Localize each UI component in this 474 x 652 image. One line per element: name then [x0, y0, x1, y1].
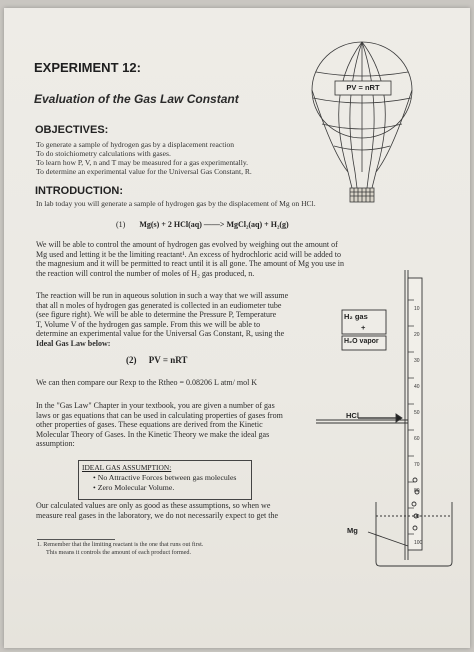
footnote-line: 1. Remember that the limiting reactant is the one that runs out first. — [37, 541, 204, 548]
paragraph-line: Ideal Gas Law below: — [36, 338, 111, 348]
hot-air-balloon-illustration — [302, 32, 422, 207]
experiment-title: EXPERIMENT 12: — [34, 60, 141, 75]
objective-item: To determine an experimental value for the Universal Gas Constant, R. — [36, 167, 252, 176]
paragraph-kinetic-theory — [36, 401, 336, 449]
hcl-label: HCl — [346, 411, 359, 420]
scale-tick-label: 30 — [414, 358, 420, 364]
paragraph-line: Mg used and letting it be the limiting reactant¹. An excess of hydrochloric acid will be added to — [36, 249, 341, 259]
footnote-divider — [37, 539, 115, 540]
paragraph-line: that all n moles of hydrogen gas generated is collected in an eudiometer tube — [36, 300, 282, 310]
scale-tick-label: 20 — [414, 332, 420, 338]
objective-item: To learn how P, V, n and T may be measured for a gas experimentally. — [36, 158, 249, 167]
paragraph-line: The reaction will be run in aqueous solution in such a way that we will assume — [36, 291, 289, 300]
compare-constant-line: We can then compare our Rexp to the Rtheo = 0.08206 L atm/ mol K — [36, 378, 258, 387]
objectives-heading: OBJECTIVES: — [35, 124, 109, 136]
objective-item: To generate a sample of hydrogen gas by a displacement reaction — [36, 140, 235, 149]
assumption-item: • No Attractive Forces between gas molecules — [93, 473, 237, 482]
scale-tick-label: 60 — [414, 436, 420, 442]
equation-number: (1) — [116, 220, 126, 229]
eudiometer-apparatus-illustration — [316, 270, 466, 570]
paragraph-line: assumption: — [36, 439, 75, 449]
paragraph-line: measure real gases in the laboratory, we do not necessarily expect to get the — [36, 510, 279, 520]
introduction-text: In lab today you will generate a sample of hydrogen gas by the displacement of Mg on HCl. — [36, 199, 316, 208]
scale-tick-label: 90 — [414, 514, 420, 520]
hydrogen-gas-label: H₂ gas — [344, 312, 368, 321]
introduction-heading: INTRODUCTION: — [35, 185, 123, 197]
ideal-gas-law-equation — [126, 355, 187, 365]
assumption-item: • Zero Molecular Volume. — [93, 483, 175, 492]
lab-handout-page — [4, 8, 470, 648]
water-vapor-label: H₂O vapor — [344, 338, 379, 345]
paragraph-line: In the "Gas Law" Chapter in your textbook, you are given a number of gas — [36, 401, 275, 410]
paragraph-line: determine an experimental value for the Universal Gas Constant, R, using the — [36, 329, 285, 339]
scale-tick-label: 10 — [414, 306, 420, 312]
paragraph-line: T, Volume V of the hydrogen gas sample. From this we will be able to — [36, 319, 261, 329]
assumption-heading: IDEAL GAS ASSUMPTION: — [82, 463, 172, 472]
paragraph-line: the reaction will control the number of moles of H₂ gas produced, n. — [36, 268, 255, 278]
reaction-equation — [116, 220, 289, 229]
balloon-label: PV = nRT — [346, 83, 380, 92]
paragraph-real-gases — [36, 501, 336, 520]
paragraph-line: Molecular Theory of Gases. In the Kinetic Theory we make the ideal gas — [36, 429, 270, 439]
equation-text: PV = nRT — [148, 355, 188, 365]
scale-tick-label: 100 — [414, 540, 423, 546]
paragraph-line: (see figure right). We will be able to determine the Pressure P, Temperature — [36, 310, 277, 320]
scale-tick-label: 40 — [414, 384, 420, 390]
paragraph-line: laws or gas equations that can be used in calculating properties of gases from — [36, 410, 283, 420]
experiment-subtitle: Evaluation of the Gas Law Constant — [34, 92, 239, 106]
paragraph-line: Our calculated values are only as good as these assumptions, so when we — [36, 501, 271, 510]
objective-item: To do stoichiometry calculations with gases. — [36, 149, 171, 158]
paragraph-line: We will be able to control the amount of hydrogen gas evolved by weighing out the amount of — [36, 240, 338, 249]
ideal-gas-assumption-box — [78, 460, 252, 500]
magnesium-label: Mg — [347, 526, 358, 535]
paragraph-eudiometer — [36, 291, 336, 349]
paragraph-line: the magnesium and it will be permitted to react until it is all gone. The amount of Mg you use in — [36, 259, 345, 269]
plus-label: + — [361, 323, 366, 332]
footnote-line: This means it controls the amount of each product formed. — [46, 549, 192, 556]
equation-text: Mg(s) + 2 HCl(aq) ——> MgCl₂(aq) + H₂(g) — [139, 220, 289, 229]
tube-scale — [414, 296, 424, 556]
scale-tick-label: 70 — [414, 462, 420, 468]
scale-tick-label: 80 — [414, 488, 420, 494]
objectives-list — [36, 140, 252, 176]
scale-tick-label: 50 — [414, 410, 420, 416]
equation-number: (2) — [126, 355, 137, 365]
paragraph-line: other properties of gases. These equations are derived from the Kinetic — [36, 420, 263, 430]
footnote — [37, 541, 203, 557]
